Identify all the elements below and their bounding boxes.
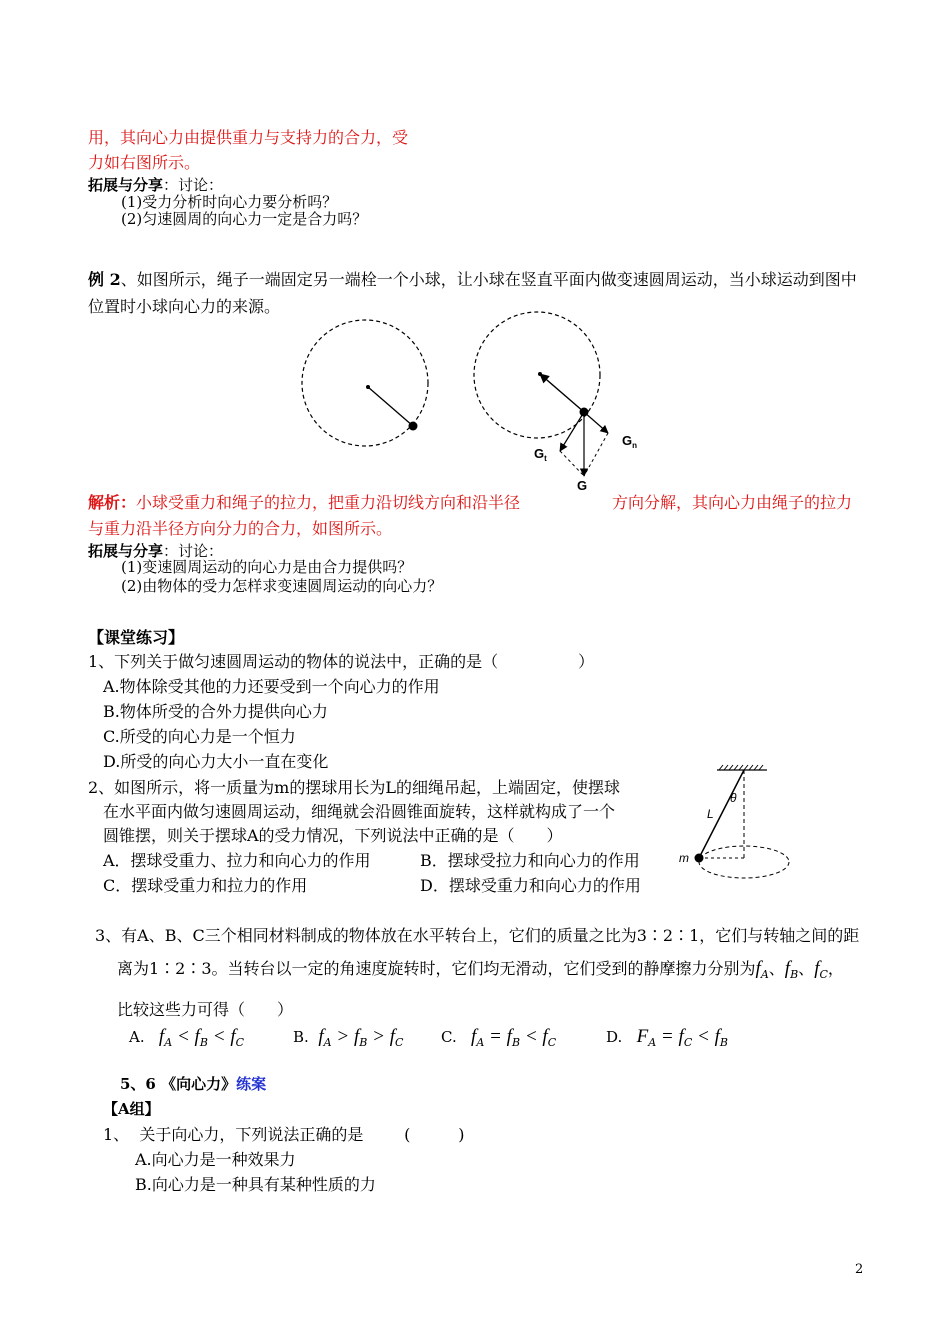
practice-q3-line-2: 离为1∶2∶3。当转台以一定的角速度旋转时，它们均无滑动，它们受到的静摩擦力分别为$f_A$、$f_B$、$f_C$， <box>117 958 844 981</box>
discussion-1: 拓展与分享：讨论： <box>88 176 224 194</box>
practice-q3-line-1: 3、有A、B、C三个相同材料制成的物体放在水平转台上，它们的质量之比为3∶2∶1，它们与转轴之间的距 <box>95 926 860 945</box>
left-circle-diagram <box>302 320 428 446</box>
intro-line-1: 用，其向心力由提供重力与支持力的合力，受 <box>88 128 409 147</box>
homework-title: 5、6 《向心力》练案 <box>120 1075 267 1093</box>
homework-q1-option-a: A.向心力是一种效果力 <box>135 1150 296 1169</box>
label-gn: $G_n$ <box>622 433 638 450</box>
homework-q1-option-b: B.向心力是一种具有某种性质的力 <box>135 1175 376 1194</box>
practice-q1-option-c: C.所受的向心力是一个恒力 <box>103 727 296 746</box>
discussion-1-q1: (1)受力分析时向心力要分析吗？ <box>121 193 338 211</box>
analysis-line-2: 与重力沿半径方向分力的合力，如图所示。 <box>88 519 393 538</box>
practice-q1-option-d: D.所受的向心力大小一直在变化 <box>103 752 329 771</box>
pendulum-mass-label: m <box>679 851 689 865</box>
discussion-2: 拓展与分享：讨论： <box>88 542 224 560</box>
page-number: 2 <box>855 1262 864 1277</box>
practice-q2-option-b: B．摆球受拉力和向心力的作用 <box>420 851 640 870</box>
pendulum-length-label: L <box>707 807 714 821</box>
practice-q3-option-c: C. $f_A = f_B < f_C$ <box>441 1026 557 1049</box>
circular-motion-figure <box>290 305 670 500</box>
analysis-line-1: 解析：小球受重力和绳子的拉力，把重力沿切线方向和沿半径 <box>88 493 521 512</box>
practice-q1-option-a: A.物体除受其他的力还要受到一个向心力的作用 <box>103 677 440 696</box>
practice-q3-option-d: D. $F_A = f_C < f_B$ <box>606 1026 728 1049</box>
practice-q2-option-d: D．摆球受重力和向心力的作用 <box>420 876 641 895</box>
practice-q2-option-a: A．摆球受重力、拉力和向心力的作用 <box>103 851 371 870</box>
discussion-2-q2: (2)由物体的受力怎样求变速圆周运动的向心力？ <box>121 577 443 595</box>
practice-heading: 【课堂练习】 <box>88 628 185 647</box>
homework-q1: 1、 关于向心力，下列说法正确的是 ( ) <box>103 1125 465 1144</box>
intro-line-2: 力如右图所示。 <box>88 153 201 172</box>
label-g: G <box>577 478 588 493</box>
practice-q2-line-3: 圆锥摆，则关于摆球A的受力情况，下列说法中正确的是（ ） <box>103 826 563 845</box>
practice-q3-line-3: 比较这些力可得（ ） <box>117 1000 294 1019</box>
analysis-line-1b: 方向分解，其向心力由绳子的拉力 <box>612 493 853 512</box>
label-gt: $G_t$ <box>534 446 547 463</box>
practice-q3-option-b: B. $f_A > f_B > f_C$ <box>293 1026 404 1049</box>
discussion-heading: 拓展与分享 <box>88 176 164 194</box>
practice-q2-line-1: 2、如图所示，将一质量为m的摆球用长为L的细绳吊起，上端固定，使摆球 <box>88 778 620 797</box>
practice-q2-line-2: 在水平面内做匀速圆周运动，细绳就会沿圆锥面旋转，这样就构成了一个 <box>103 802 616 821</box>
example-2-line-2: 位置时小球向心力的来源。 <box>88 297 281 316</box>
practice-q2-option-c: C．摆球受重力和拉力的作用 <box>103 876 308 895</box>
practice-q1-option-b: B.物体所受的合外力提供向心力 <box>103 702 328 721</box>
right-circle-diagram <box>474 312 637 493</box>
discussion-1-q2: (2)匀速圆周的向心力一定是合力吗？ <box>121 210 368 228</box>
discussion-2-q1: (1)变速圆周运动的向心力是由合力提供吗？ <box>121 558 413 576</box>
homework-group: 【A组】 <box>103 1100 160 1118</box>
practice-q3-option-a: A. $f_A < f_B < f_C$ <box>129 1026 245 1049</box>
pendulum-theta-label: θ <box>730 791 737 805</box>
conical-pendulum-figure <box>675 762 795 882</box>
example-2-line-1: 例 2、如图所示，绳子一端固定另一端栓一个小球，让小球在竖直平面内做变速圆周运动，当小球运动到图中 <box>88 270 857 289</box>
practice-q1-stem: 1、下列关于做匀速圆周运动的物体的说法中，正确的是（ ） <box>88 652 595 671</box>
